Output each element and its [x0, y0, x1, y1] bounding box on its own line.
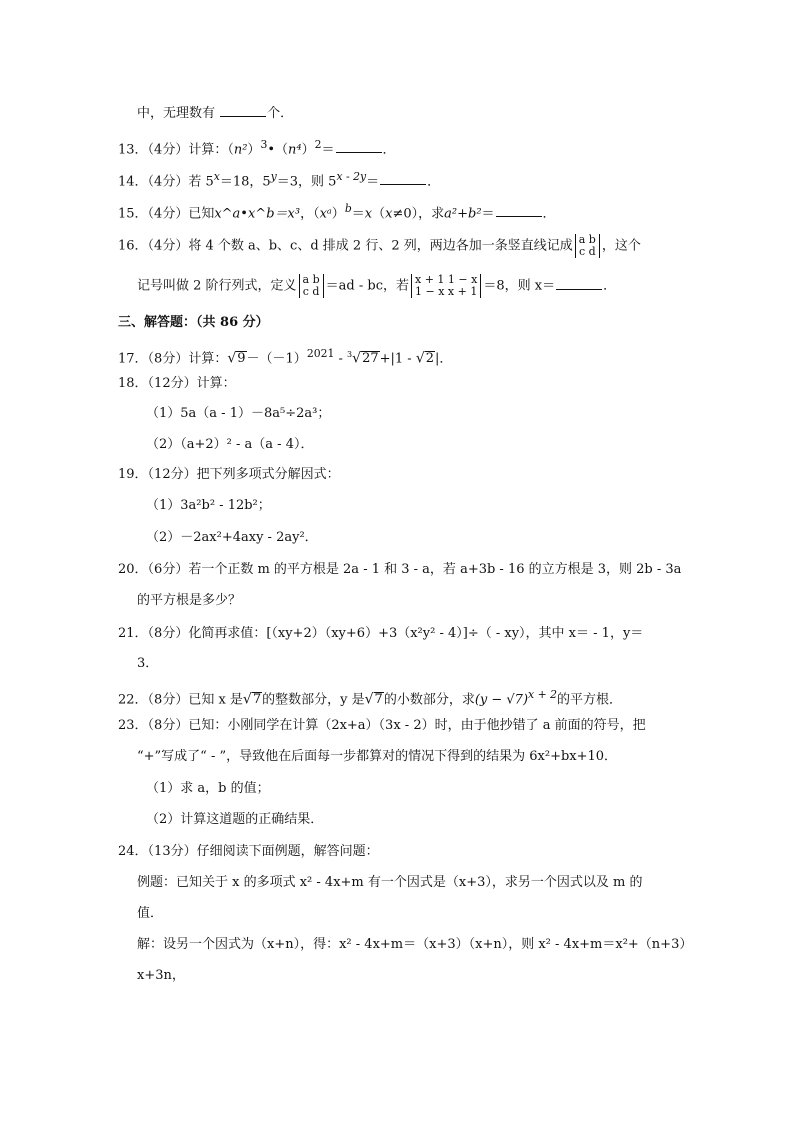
answer-blank[interactable] — [556, 277, 602, 290]
determinant-x: x + 1 1 − x 1 − x x + 1 — [411, 274, 481, 298]
question-21-line2: 3． — [137, 656, 159, 671]
question-14: 14．（4分）若 $5^x=18$，$5^y=3$，则 $5^{x - 2y}=$ ． — [118, 170, 441, 190]
question-18-part1: （1）5a（a - 1）－8a⁵÷2a³； — [146, 406, 331, 421]
question-16-line2: 记号叫做 2 阶行列式，定义 a b c d ＝ad - bc，若 x + 1 1 − x 1 − x x + 1 ＝8，则 x＝ ． — [137, 273, 617, 298]
line-irrational: 中，无理数有 个． — [137, 106, 294, 121]
sqrt-symbol: √ — [415, 350, 425, 367]
question-23-line2: “+”写成了“ - ”，导致他在后面每一步都算对的情况下得到的结果为 6x²+bx+10． — [137, 749, 618, 764]
answer-blank[interactable] — [380, 172, 426, 185]
question-17: 17．（8分）计算：$√9-(-1)^{2021} - ^3√27+|1 - √2|$． — [118, 347, 453, 367]
answer-blank[interactable] — [496, 204, 542, 217]
question-19-part1: （1）3a²b² - 12b²； — [146, 498, 271, 513]
question-21-line1: 21．（8分）化简再求值：[（xy+2）（xy+6）+3（x²y² - 4）]÷（ - xy），其中 x＝ - 1，y＝ — [118, 626, 644, 641]
question-16-line1: 16．（4分）将 4 个数 a、b、c、d 排成 2 行、2 列，两边各加一条竖直线记成 a b c d ，这个 — [118, 233, 641, 258]
cbrt-symbol: √ — [352, 350, 362, 367]
answer-blank[interactable] — [336, 140, 382, 153]
question-22: 22．（8分）已知 x 是√7的整数部分，y 是√7的小数部分，求$(y - √7)^{x + 2}$的平方根． — [118, 688, 622, 708]
question-24-solution-line2: x+3n， — [137, 968, 185, 983]
question-23-line1: 23．（8分）已知：小刚同学在计算（2x+a）（3x - 2）时，由于他抄错了 a 前面的符号，把 — [118, 718, 646, 733]
question-13: 13．（4分）计算：$(n^2)^3•(n^4)^2=$ ． — [118, 138, 396, 158]
question-24-example-line2: 值． — [137, 906, 164, 921]
question-24-example-line1: 例题：已知关于 x 的多项式 x² - 4x+m 有一个因式是（x+3），求另一个因式以及 m 的 — [137, 875, 643, 890]
question-15: 15．（4分）已知x^a•x^b＝x³，（xᵃ）$^b$＝x（x≠0），求a²+b²＝ ． — [118, 202, 556, 222]
question-19: 19．（12分）把下列多项式分解因式： — [118, 467, 340, 482]
question-23-part2: （2）计算这道题的正确结果． — [146, 812, 324, 827]
question-20-line2: 的平方根是多少？ — [137, 593, 242, 608]
question-24: 24．（13分）仔细阅读下面例题，解答问题： — [118, 844, 379, 859]
question-18-part2: （2）（a+2）² - a（a - 4）． — [146, 437, 314, 452]
sqrt-symbol: √ — [364, 691, 374, 708]
sqrt-symbol: √ — [227, 350, 237, 367]
answer-blank[interactable] — [220, 104, 266, 117]
question-18: 18．（12分）计算： — [118, 376, 236, 391]
question-24-solution-line1: 解：设另一个因式为（x+n），得：x² - 4x+m＝（x+3）（x+n），则 x² - 4x+m＝x²+（n+3） — [137, 937, 693, 952]
sqrt-symbol: √ — [242, 691, 252, 708]
determinant-abcd: a b c d — [575, 234, 600, 258]
section-3-heading: 三、解答题：（共 86 分） — [118, 315, 269, 330]
question-19-part2: （2）－2ax²+4axy - 2ay²． — [146, 530, 318, 545]
question-23-part1: （1）求 a，b 的值； — [146, 781, 270, 796]
question-20-line1: 20．（6分）若一个正数 m 的平方根是 2a - 1 和 3 - a，若 a+3b - 16 的立方根是 3，则 2b - 3a — [118, 562, 682, 577]
determinant-abcd: a b c d — [299, 274, 324, 298]
